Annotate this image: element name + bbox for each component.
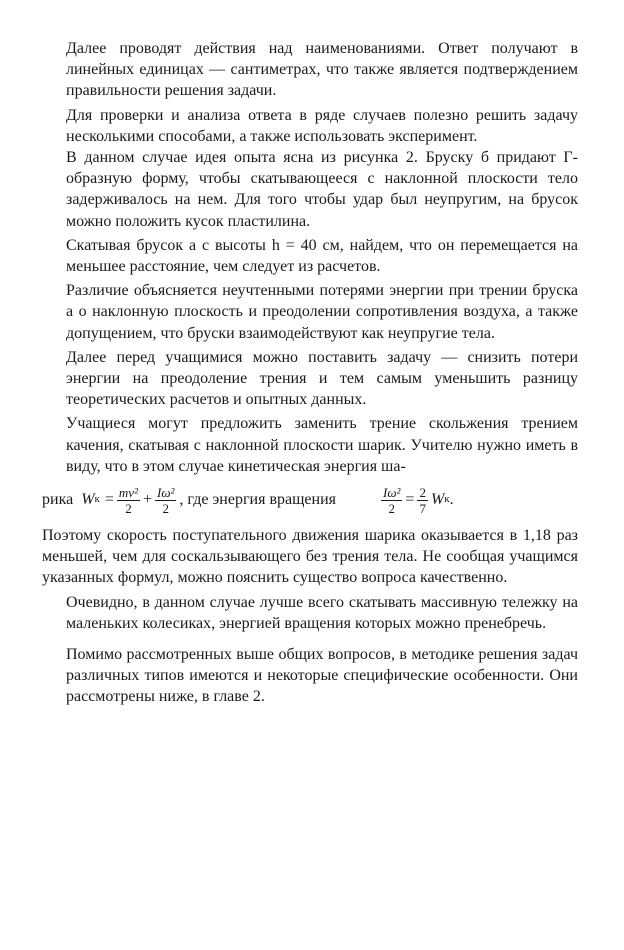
paragraph-4: Скатывая брусок а с высоты h = 40 см, найдем, что он перемещается на меньшее расстояние, чем следует из расчетов. [66, 236, 578, 276]
formula-plus: + [142, 491, 153, 509]
formula-rhs: W [430, 491, 445, 509]
formula-rhs-sub: к [444, 493, 450, 506]
fraction-rotation-energy [381, 485, 402, 516]
formula-end: . [449, 491, 454, 509]
kinetic-energy-formula [42, 477, 578, 523]
fraction-rotational [155, 485, 176, 516]
paragraph-8: Поэтому скорость поступательного движения шарика оказывается в 1,18 раз меньшей, чем для соскальзывающего без трения тела. Не сообщая учащимся указанных формул, можно пояснить существо вопроса качественно. [42, 527, 578, 587]
formula-eq2: = [405, 491, 415, 509]
fraction-ratio-den: 7 [419, 500, 426, 516]
paragraph-9: Очевидно, в данном случае лучше всего скатывать массивную тележку на маленьких колесиках, энергией вращения которых можно пренебречь. [66, 593, 578, 632]
fraction-rotational-num: Iω² [157, 484, 175, 500]
formula-prefix: рика [42, 491, 74, 509]
fraction-ratio-num: 2 [419, 484, 426, 500]
fraction-translational [117, 485, 140, 516]
fraction-ratio [417, 485, 428, 516]
paragraph-6: Далее перед учащимися можно поставить задачу — снизить потери энергии на преодоление трения и тем самым уменьшить разницу теоретических расчетов и опытных данных. [66, 348, 578, 409]
formula-lhs-sub: к [94, 493, 100, 506]
page-text [42, 38, 578, 708]
paragraph-5: Различие объясняется неучтенными потерями энергии при трении бруска а о наклонную плоскость и преодолении сопротивления воздуха, а также допущением, что бруски взаимодействуют как неупругие тела. [66, 282, 578, 342]
fraction-translational-num: mv² [118, 484, 138, 500]
fraction-rotation-energy-num: Iω² [383, 484, 401, 500]
paragraph-3: В данном случае идея опыта ясна из рисунка 2. Бруску б придают Г-образную форму, чтобы скатывающееся с наклонной плоскости тело задерживалось на нем. Для того чтобы удар был неупругим, на брусок можно положить кусок пластилина. [66, 149, 578, 230]
fraction-rotation-energy-den: 2 [388, 500, 395, 516]
paragraph-1: Далее проводят действия над наименованиями. Ответ получают в линейных единицах — сантиметрах, что также является подтверждением правильности решения задачи. [66, 40, 578, 100]
paragraph-2: Для проверки и анализа ответа в ряде случаев полезно решить задачу несколькими способами, а также использовать эксперимент. [66, 106, 578, 145]
formula-eq1: = [104, 491, 114, 509]
fraction-rotational-den: 2 [162, 500, 169, 516]
fraction-translational-den: 2 [125, 500, 132, 516]
formula-lhs: W [81, 491, 95, 509]
formula-middle-text: , где энергия вращения [179, 491, 337, 509]
paragraph-10: Помимо рассмотренных выше общих вопросов, в методике решения задач различных типов имеются и некоторые специфические особенности. Они рассмотрены ниже, в главе 2. [66, 646, 578, 706]
paragraph-7: Учащиеся могут предложить заменить трение скольжения трением качения, скатывая с наклонной плоскости шарик. Учителю нужно иметь в виду, что в этом случае кинетическая энергия ша- [66, 415, 578, 475]
